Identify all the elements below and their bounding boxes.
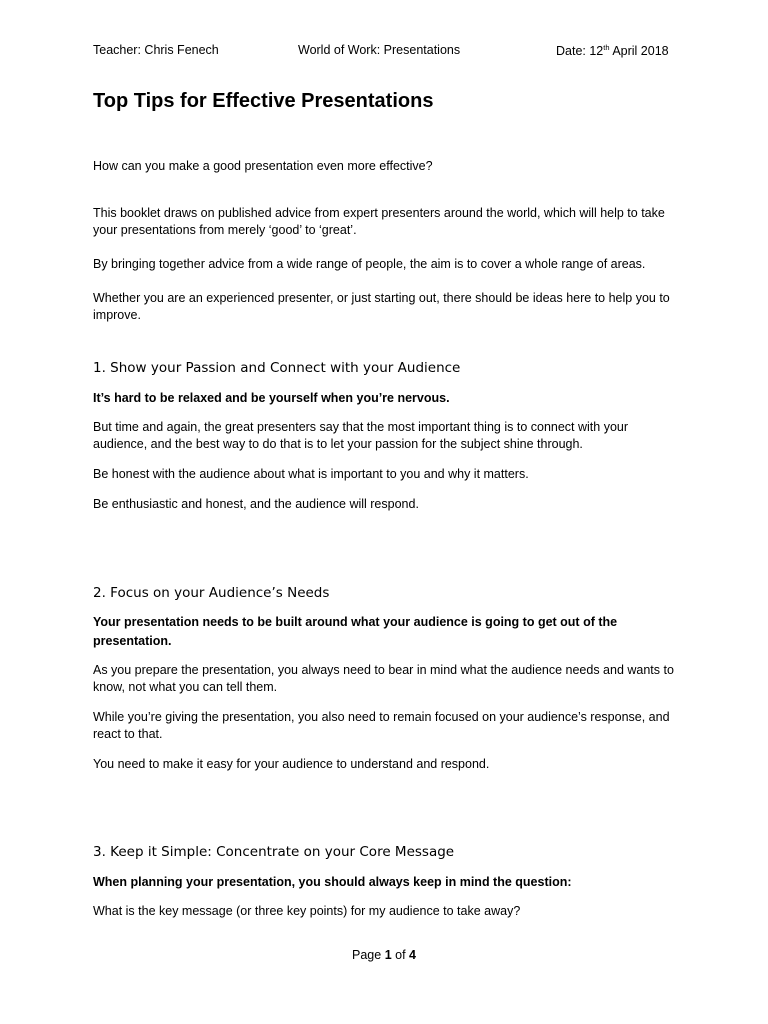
header-date [556, 43, 669, 58]
header-date-prefix: Date: 12 [556, 44, 604, 59]
page-number [0, 948, 768, 962]
section-3-paragraph-1-text: What is the key message (or three key points) for my audience to take away? [93, 904, 521, 918]
section-2-paragraph-3-text: You need to make it easy for your audience to understand and respond. [93, 757, 490, 771]
section-3-lead [93, 873, 683, 892]
section-3-paragraph-1 [93, 903, 683, 920]
section-1-paragraph-1 [93, 419, 683, 453]
section-3-lead-text: When planning your presentation, you should always keep in mind the question: [93, 875, 572, 889]
section-2-paragraph-2 [93, 709, 683, 743]
intro-paragraph-3 [93, 290, 683, 324]
section-1-paragraph-3-text: Be enthusiastic and honest, and the audience will respond. [93, 497, 419, 511]
document-title: Top Tips for Effective Presentations [93, 90, 434, 112]
intro-paragraph-2 [93, 256, 683, 273]
section-1-lead [93, 389, 683, 408]
header-date-suffix: April 2018 [609, 44, 669, 59]
intro-paragraph-1-text: This booklet draws on published advice from expert presenters around the world, which will help to take your presentations from merely ‘good’ to ‘great’. [93, 206, 665, 237]
section-1-paragraph-1-text: But time and again, the great presenters say that the most important thing is to connect with your audience, and the best way to do that is to let your passion for the subject shine through. [93, 420, 629, 451]
page-of-label: of [391, 948, 410, 962]
section-3-heading: 3. Keep it Simple: Concentrate on your Core Message [93, 844, 455, 860]
section-1-heading: 1. Show your Passion and Connect with your Audience [93, 360, 461, 376]
section-1-paragraph-3 [93, 496, 683, 513]
intro-paragraph-3-text: Whether you are an experienced presenter, or just starting out, there should be ideas here to help you to improve. [93, 291, 670, 322]
section-2-paragraph-2-text: While you’re giving the presentation, you also need to remain focused on your audience’s response, and react to that. [93, 710, 670, 741]
section-2-paragraph-1 [93, 662, 683, 696]
header-teacher: Teacher: Chris Fenech [93, 43, 219, 57]
header-subject: World of Work: Presentations [298, 43, 461, 57]
section-2-lead [93, 613, 683, 651]
section-1-paragraph-2-text: Be honest with the audience about what is important to you and why it matters. [93, 467, 529, 481]
section-2-paragraph-1-text: As you prepare the presentation, you always need to bear in mind what the audience needs and wants to know, not what you can tell them. [93, 663, 674, 694]
header-date-ordinal: th [603, 43, 610, 52]
section-2-heading: 2. Focus on your Audience’s Needs [93, 585, 330, 601]
intro-paragraph-1 [93, 205, 683, 239]
page-current: 1 [384, 948, 392, 962]
section-2-lead-text: Your presentation needs to be built around what your audience is going to get out of the presentation. [93, 615, 618, 648]
section-1-paragraph-2 [93, 466, 683, 483]
intro-question-text: How can you make a good presentation even more effective? [93, 159, 433, 173]
section-2-paragraph-3 [93, 756, 683, 773]
page-label: Page [352, 948, 385, 962]
intro-paragraph-2-text: By bringing together advice from a wide range of people, the aim is to cover a whole range of areas. [93, 257, 646, 271]
section-1-lead-text: It’s hard to be relaxed and be yourself when you’re nervous. [93, 391, 450, 405]
page-total: 4 [409, 948, 416, 962]
intro-question [93, 158, 683, 175]
